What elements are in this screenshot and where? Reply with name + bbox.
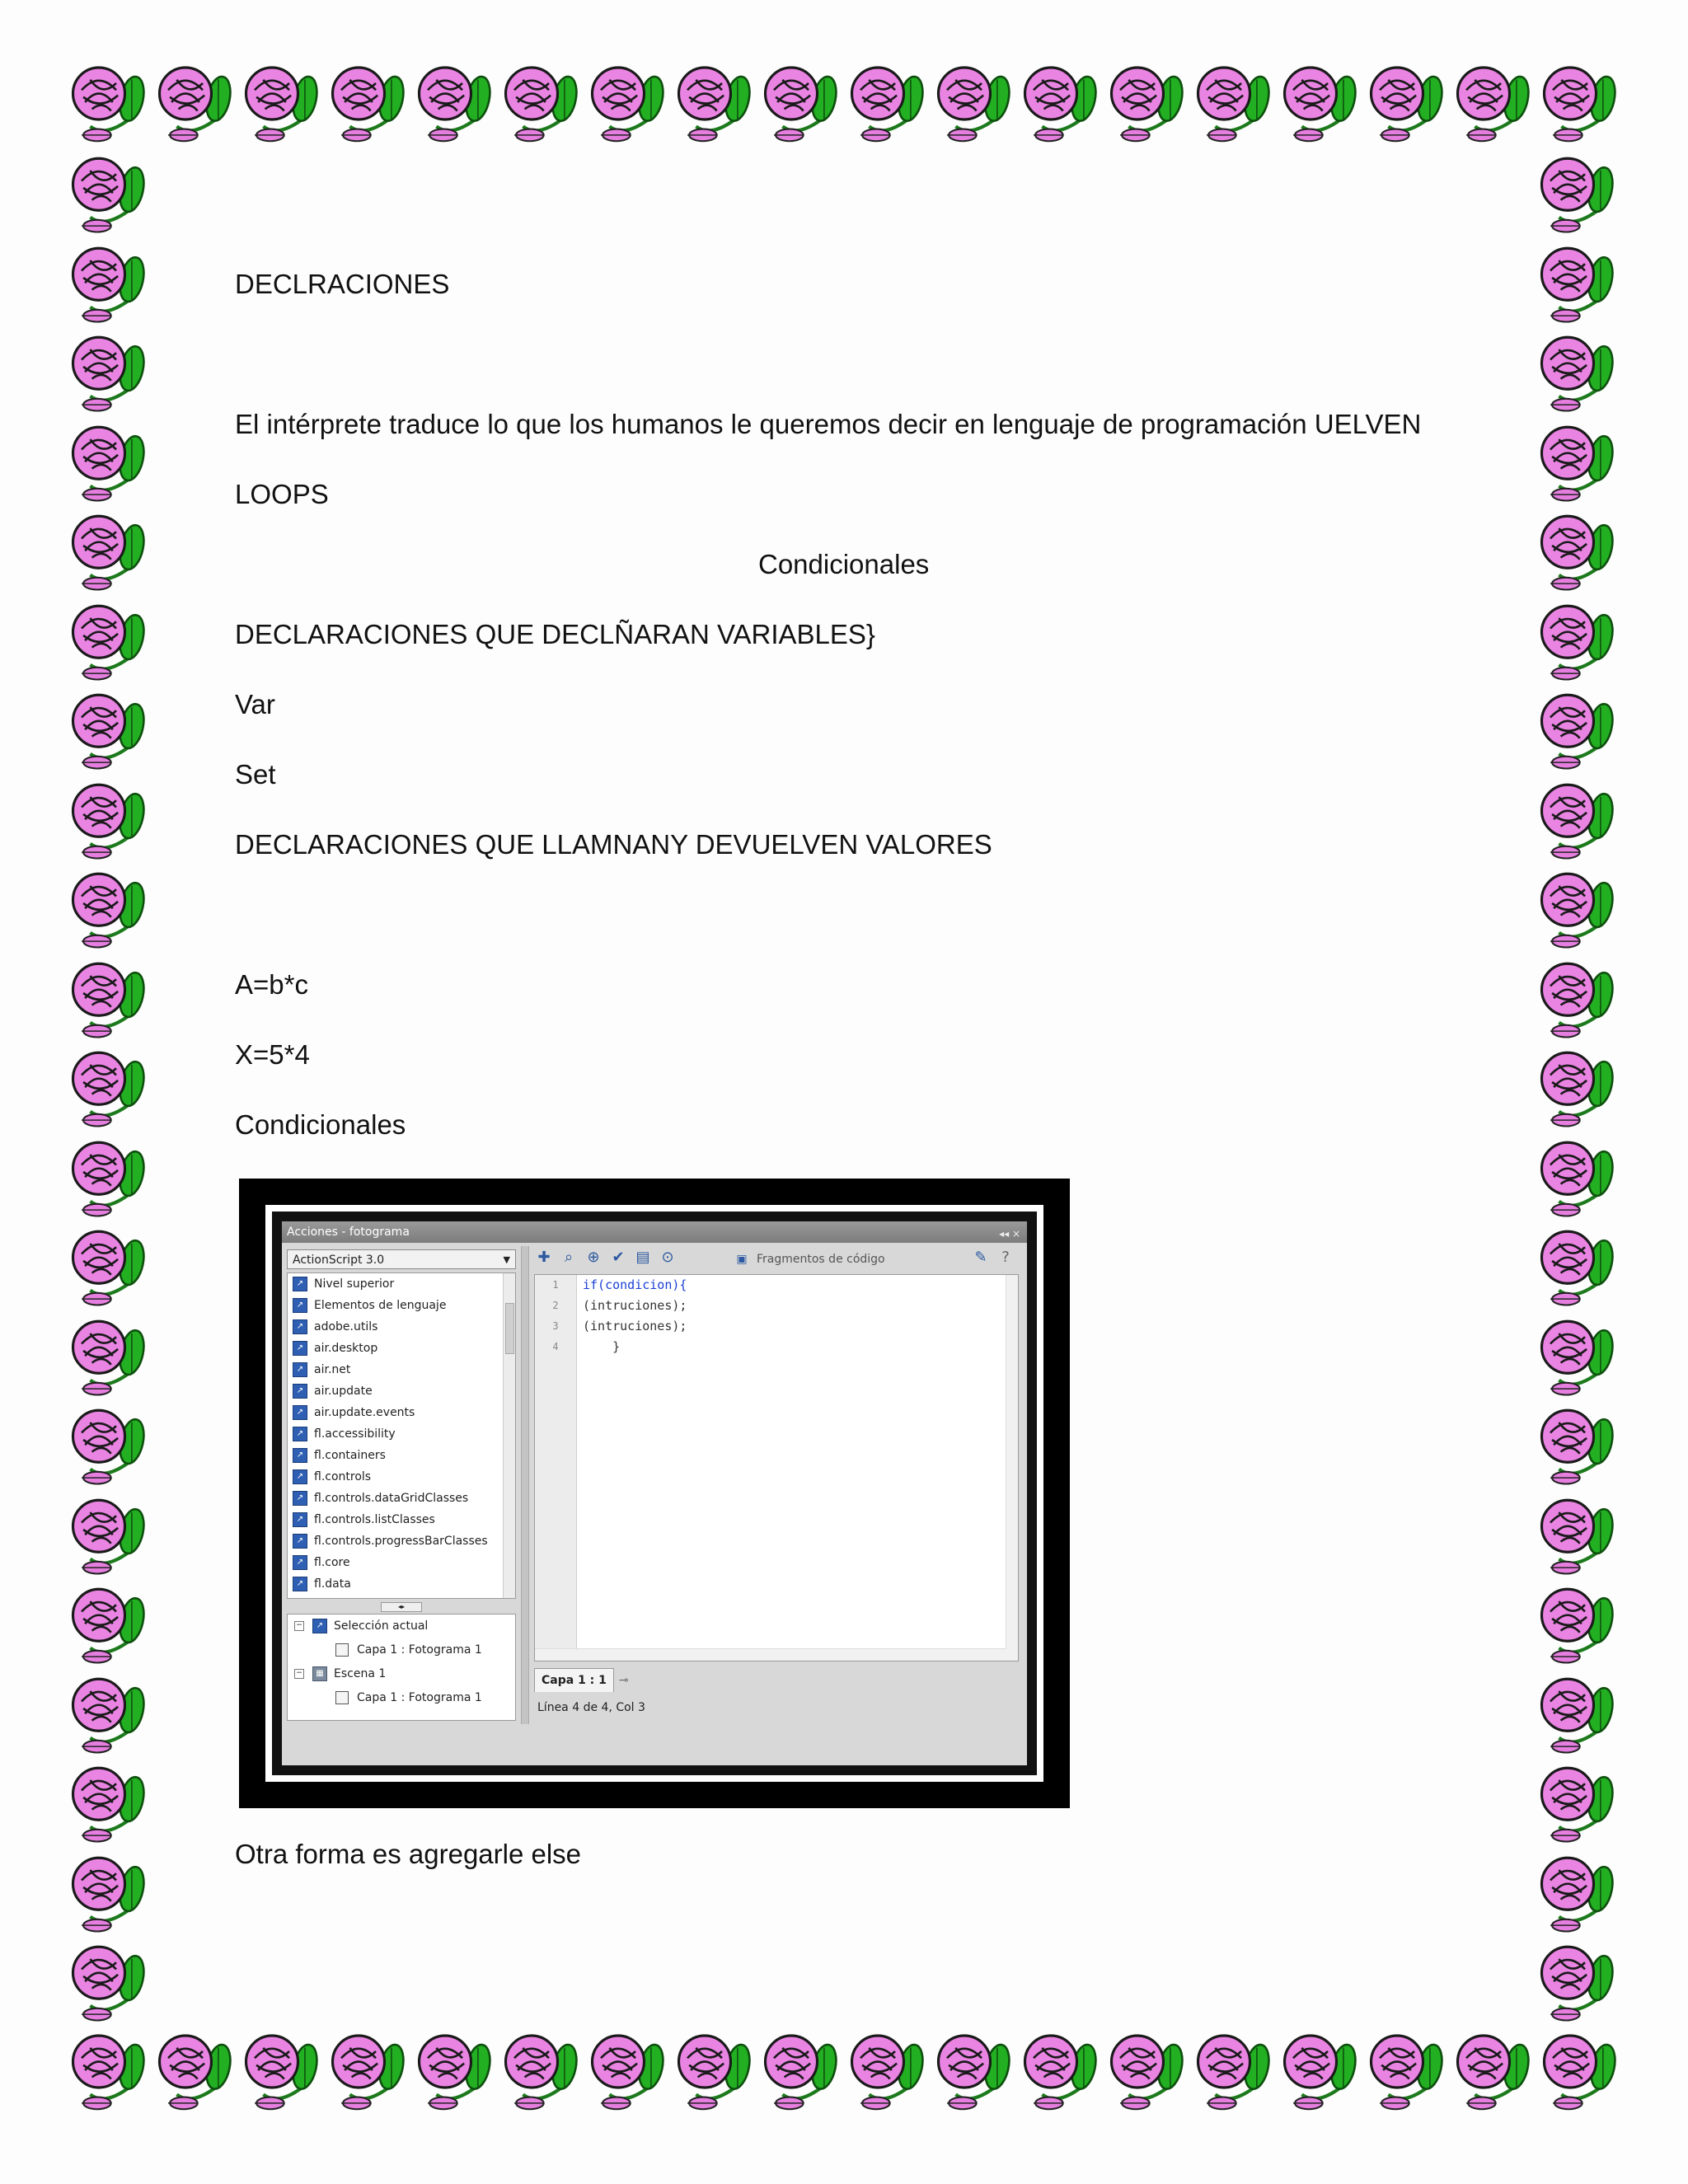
rose-icon [1362,2026,1449,2115]
tree-scrollbar [503,1273,515,1598]
rose-icon [324,58,410,147]
text-var: Var [235,689,275,719]
package-icon: ↗ [293,1555,307,1570]
selection-icon: ↗ [312,1619,327,1633]
package-tree-item-label: adobe.utils [314,1320,378,1333]
package-tree-item-label: air.update [314,1385,373,1398]
rose-icon [584,58,670,147]
rose-icon [64,327,151,417]
debug-icon: ⊙ [661,1249,674,1266]
rose-icon [1533,1758,1620,1848]
screenshot-black-frame [272,1212,1037,1775]
package-tree-item-label: air.desktop [314,1342,378,1355]
package-tree-item [288,1488,515,1509]
collapse-icon: − [294,1621,304,1631]
editor-vertical-scrollbar [1006,1275,1018,1661]
rose-icon [497,2026,584,2115]
package-tree-item-label: fl.controls.dataGridClasses [314,1492,469,1505]
heading-declaraciones: DECLRACIONES [235,269,450,299]
package-tree-item [288,1359,515,1380]
frame-icon [335,1691,349,1704]
scene-item-label: Selección actual [334,1619,429,1633]
editor-horizontal-scrollbar [535,1648,1006,1661]
panel-divider [521,1246,529,1724]
screenshot-white-frame [265,1205,1043,1782]
rose-icon [1533,417,1620,507]
chevron-down-icon: ▼ [503,1254,510,1265]
code-line: (intruciones); [583,1319,687,1333]
rose-icon [1189,2026,1276,2115]
package-tree-item [288,1423,515,1445]
rose-icon [410,58,497,147]
text-x-equals: X=5*4 [235,1039,310,1070]
snippets-label: Fragmentos de código [757,1253,885,1266]
rose-icon [64,954,151,1043]
package-tree-item [288,1552,515,1573]
tree-scroll-thumb [505,1303,514,1354]
rose-icon [64,506,151,596]
package-tree-items [288,1273,515,1595]
script-tab [534,1668,614,1692]
package-tree-item-label: fl.controls.progressBarClasses [314,1535,488,1548]
rose-border-bottom [64,2026,1622,2125]
package-tree-item [288,1573,515,1595]
rose-icon [1533,864,1620,954]
line-number: 2 [552,1300,559,1311]
package-tree-item [288,1530,515,1552]
package-tree [287,1272,516,1599]
rose-icon [1533,685,1620,775]
line-number: 1 [552,1279,559,1291]
package-tree-item [288,1402,515,1423]
rose-icon [151,2026,237,2115]
rose-icon [1533,238,1620,328]
pin-icon: ⊸ [618,1674,629,1687]
package-icon: ↗ [293,1469,307,1484]
package-tree-item-label: air.update.events [314,1406,415,1419]
rose-icon [1533,1490,1620,1580]
rose-icon [757,2026,843,2115]
script-tab-label: Capa 1 : 1 [542,1674,607,1687]
text-condicionales-centered: Condicionales [758,549,930,579]
rose-icon [497,58,584,147]
rose-icon [930,58,1016,147]
package-tree-item-label: fl.accessibility [314,1427,396,1441]
frame-icon [335,1643,349,1657]
code-snippets-button [732,1249,885,1269]
package-tree-item [288,1338,515,1359]
target-icon: ⊕ [587,1249,600,1266]
rose-icon [1533,1848,1620,1938]
scene-item-layer-frame-2 [288,1686,515,1710]
rose-icon [1533,1043,1620,1132]
scene-icon: ▦ [312,1666,327,1681]
package-icon: ↗ [293,1577,307,1591]
text-loops: LOOPS [235,479,329,509]
status-line: Línea 4 de 4, Col 3 [537,1701,645,1714]
rose-icon [1362,58,1449,147]
package-tree-item [288,1445,515,1466]
rose-icon [1533,148,1620,238]
package-icon: ↗ [293,1491,307,1506]
script-tabbar [534,1668,1019,1693]
format-icon: ▤ [635,1249,650,1266]
text-declaraciones-variables: DECLARACIONES QUE DECLÑARAN VARIABLES} [235,619,875,649]
rose-icon [1103,2026,1189,2115]
package-icon: ↗ [293,1384,307,1399]
rose-icon [1016,2026,1103,2115]
rose-icon [64,417,151,507]
rose-icon [1189,58,1276,147]
rose-icon [64,148,151,238]
rose-icon [1533,1311,1620,1401]
rose-icon [1533,596,1620,686]
rose-icon [1533,327,1620,417]
help-icon: ? [1001,1249,1010,1266]
pencil-icon: ✎ [974,1249,987,1266]
package-tree-item-label: Nivel superior [314,1277,395,1291]
package-tree-item-label: Elementos de lenguaje [314,1299,447,1312]
rose-icon [1533,1937,1620,2027]
editor-toolbar [534,1248,1022,1271]
package-tree-item-label: fl.controls.listClasses [314,1513,435,1526]
rose-icon [64,1043,151,1132]
package-tree-item [288,1380,515,1402]
language-select [287,1249,516,1269]
package-icon: ↗ [293,1448,307,1463]
rose-icon [757,58,843,147]
rose-icon [64,1758,151,1848]
package-tree-item-label: fl.data [314,1577,351,1591]
rose-icon [64,1579,151,1669]
rose-icon [151,58,237,147]
rose-icon [1533,775,1620,865]
paragraph-interprete: El intérprete traduce lo que los humanos le queremos decir en lenguaje de programación UELVEN [235,409,1422,439]
code-editor [534,1274,1019,1661]
rose-icon [1533,506,1620,596]
splitter-handle-icon: ◂▸ [381,1602,422,1612]
line-number: 4 [552,1341,559,1352]
rose-icon [64,1132,151,1222]
toolbar-right [971,1248,1020,1268]
package-tree-item-label: fl.core [314,1556,350,1569]
rose-icon [1016,58,1103,147]
rose-icon [1533,1400,1620,1490]
package-tree-item [288,1466,515,1488]
package-icon: ↗ [293,1405,307,1420]
rose-icon [64,1311,151,1401]
rose-icon [64,2026,151,2115]
scene-item-label: Escena 1 [334,1667,387,1680]
package-icon: ↗ [293,1512,307,1527]
scene-item-label: Capa 1 : Fotograma 1 [357,1691,482,1704]
snippets-icon: ▣ [736,1253,748,1266]
scene-item-scene [288,1662,515,1686]
rose-icon [1533,1132,1620,1222]
package-tree-item [288,1509,515,1530]
rose-icon [64,775,151,865]
rose-icon [843,58,930,147]
rose-border-top [64,58,1622,157]
rose-icon [64,1490,151,1580]
rose-icon [1276,2026,1362,2115]
package-icon: ↗ [293,1362,307,1377]
panel-controls-icon: ◂◂ × [999,1228,1020,1240]
line-number-gutter [535,1275,577,1661]
find-icon: ⌕ [564,1249,574,1266]
rose-icon [1533,954,1620,1043]
code-area [583,1275,687,1357]
rose-icon [843,2026,930,2115]
rose-icon [670,2026,757,2115]
rose-icon [1533,1669,1620,1759]
rose-icon [64,864,151,954]
package-tree-item [288,1295,515,1316]
panel-title-text: Acciones - fotograma [287,1226,410,1239]
package-icon: ↗ [293,1277,307,1291]
rose-icon [64,1400,151,1490]
collapse-icon: − [294,1669,304,1679]
package-icon: ↗ [293,1298,307,1313]
rose-icon [1533,1221,1620,1311]
rose-icon [64,238,151,328]
rose-icon [1449,58,1536,147]
rose-icon [237,58,324,147]
package-icon: ↗ [293,1341,307,1356]
check-syntax-icon: ✔ [612,1249,625,1266]
embedded-actions-panel-screenshot [239,1179,1070,1808]
scene-tree [287,1614,516,1721]
package-icon: ↗ [293,1427,307,1441]
rose-icon [64,1848,151,1938]
rose-icon [930,2026,1016,2115]
code-line: (intruciones); [583,1298,687,1313]
rose-icon [237,2026,324,2115]
text-set: Set [235,759,276,790]
text-otra-forma: Otra forma es agregarle else [235,1839,582,1869]
rose-border-left [64,148,155,2027]
rose-icon [324,2026,410,2115]
rose-icon [64,1937,151,2027]
rose-icon [64,58,151,147]
add-script-icon: ✚ [537,1249,551,1266]
package-tree-item-label: fl.controls [314,1470,372,1483]
scene-item-current-selection [288,1615,515,1638]
language-select-value: ActionScript 3.0 [293,1254,385,1267]
scene-item-label: Capa 1 : Fotograma 1 [357,1643,482,1657]
rose-icon [64,1669,151,1759]
rose-icon [1536,58,1622,147]
rose-icon [1536,2026,1622,2115]
package-tree-item [288,1273,515,1295]
package-tree-item-label: fl.containers [314,1449,386,1462]
rose-icon [64,1221,151,1311]
text-declaraciones-valores: DECLARACIONES QUE LLAMNANY DEVUELVEN VALORES [235,829,992,860]
rose-icon [1103,58,1189,147]
rose-icon [1449,2026,1536,2115]
package-tree-item [288,1316,515,1338]
text-condicionales: Condicionales [235,1109,406,1140]
scene-item-layer-frame [288,1638,515,1662]
package-icon: ↗ [293,1534,307,1549]
text-a-equals: A=b*c [235,969,308,1000]
panel-title [282,1221,1027,1243]
code-line: } [583,1339,621,1354]
rose-icon [410,2026,497,2115]
rose-border-right [1533,148,1624,2027]
rose-icon [670,58,757,147]
package-icon: ↗ [293,1319,307,1334]
rose-icon [64,685,151,775]
rose-icon [1276,58,1362,147]
rose-icon [584,2026,670,2115]
code-line: if(condicion){ [583,1277,687,1292]
package-tree-item-label: air.net [314,1363,351,1376]
rose-icon [1533,1579,1620,1669]
rose-icon [64,596,151,686]
line-number: 3 [552,1320,559,1332]
actions-panel [282,1221,1027,1765]
